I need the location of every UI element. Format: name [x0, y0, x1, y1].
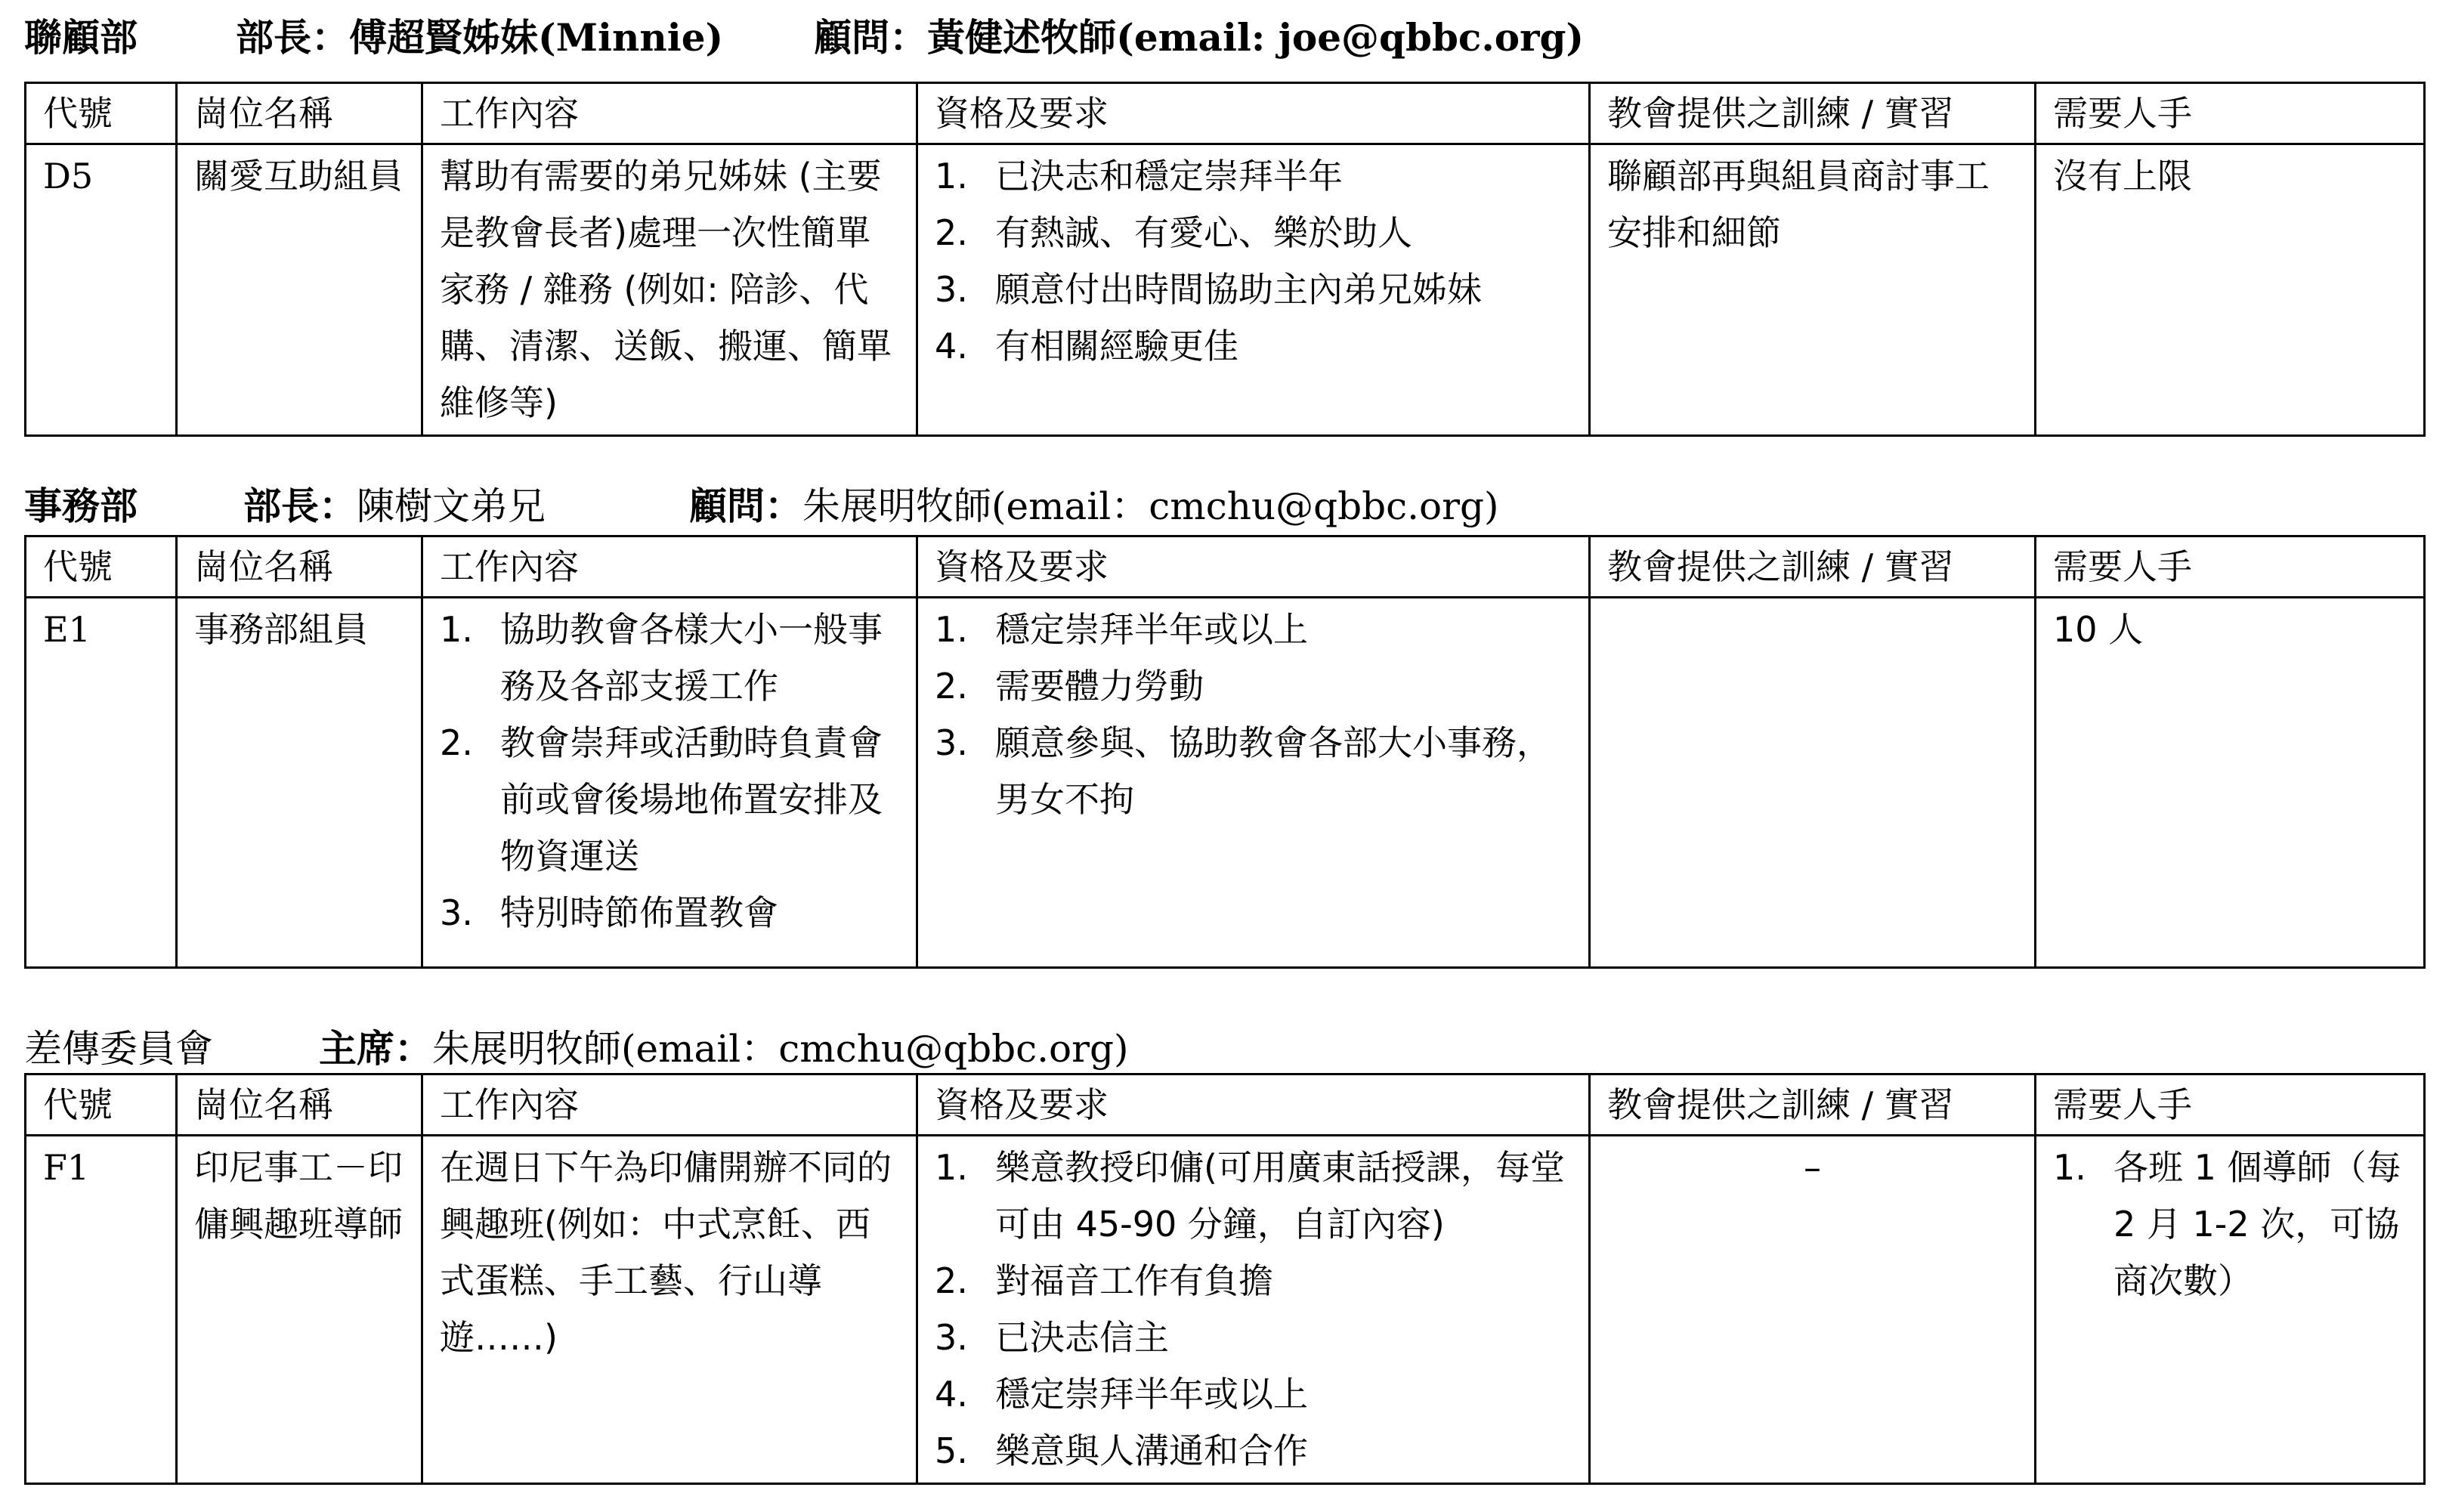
list-item: 5. 樂意與人溝通和合作	[935, 1430, 1308, 1471]
dept-name: 事務部	[24, 484, 138, 528]
section-header-general-affairs	[24, 476, 1499, 529]
advisor-name: 黃健述牧師(email: joe@qbbc.org)	[927, 15, 1585, 60]
cell-requirements	[917, 598, 1590, 968]
header-duties: 工作內容	[422, 1074, 917, 1136]
list-item: 3. 願意付出時間協助主內弟兄姊妹	[935, 269, 1482, 310]
table-header-row	[26, 1074, 2425, 1136]
table-liaison	[24, 82, 2426, 437]
list-item: 4. 穩定崇拜半年或以上	[935, 1374, 1308, 1415]
head-name: 朱展明牧師(email：cmchu@qbbc.org)	[432, 1027, 1129, 1071]
dept-name: 差傳委員會	[24, 1027, 213, 1071]
list-item: 4. 有相關經驗更佳	[935, 326, 1238, 366]
cell-training: –	[1590, 1136, 2036, 1484]
head-label: 部長：	[236, 15, 349, 60]
head-label: 主席：	[319, 1026, 432, 1071]
list-item: 2. 需要體力勞動	[935, 666, 1204, 707]
list-item: 3. 已決志信主	[935, 1317, 1169, 1358]
cell-manpower: 沒有上限	[2036, 144, 2425, 436]
list-item: 1. 已決志和穩定崇拜半年	[935, 156, 1343, 196]
list-item: 3. 特別時節佈置教會	[440, 892, 778, 933]
header-requirements: 資格及要求	[917, 83, 1590, 144]
cell-duties: 在週日下午為印傭開辦不同的興趣班(例如：中式烹飪、西式蛋糕、手工藝、行山導遊……)	[422, 1136, 917, 1484]
header-training: 教會提供之訓練 / 實習	[1590, 83, 2036, 144]
header-duties: 工作內容	[422, 536, 917, 598]
header-code: 代號	[26, 536, 177, 598]
dept-name: 聯顧部	[24, 15, 138, 60]
list-item: 1. 穩定崇拜半年或以上	[935, 609, 1308, 650]
cell-manpower	[2036, 1136, 2425, 1484]
cell-requirements	[917, 1136, 1590, 1484]
header-position: 崗位名稱	[177, 83, 422, 144]
section-header-missions	[24, 1019, 1129, 1071]
table-general-affairs	[24, 535, 2426, 969]
header-code: 代號	[26, 83, 177, 144]
head-name: 傅超賢姊妹(Minnie)	[349, 15, 724, 60]
head-name: 陳樹文弟兄	[357, 484, 546, 528]
cell-manpower: 10 人	[2036, 598, 2425, 968]
header-duties: 工作內容	[422, 83, 917, 144]
table-header-row	[26, 536, 2425, 598]
table-row	[26, 144, 2425, 436]
cell-training: 聯顧部再與組員商討事工安排和細節	[1590, 144, 2036, 436]
header-code: 代號	[26, 1074, 177, 1136]
header-manpower: 需要人手	[2036, 83, 2425, 144]
table-header-row	[26, 83, 2425, 144]
header-manpower: 需要人手	[2036, 1074, 2425, 1136]
cell-code: D5	[26, 144, 177, 436]
advisor-name: 朱展明牧師(email：cmchu@qbbc.org)	[802, 484, 1499, 528]
header-position: 崗位名稱	[177, 536, 422, 598]
header-requirements: 資格及要求	[917, 536, 1590, 598]
table-row	[26, 1136, 2425, 1484]
cell-training	[1590, 598, 2036, 968]
section-header-liaison	[24, 8, 1584, 60]
cell-position: 印尼事工－印傭興趣班導師	[177, 1136, 422, 1484]
cell-position: 事務部組員	[177, 598, 422, 968]
list-item: 1. 各班 1 個導師（每 2 月 1-2 次，可協商次數）	[2053, 1147, 2401, 1301]
advisor-label: 顧問：	[689, 484, 802, 528]
list-item: 1. 樂意教授印傭(可用廣東話授課，每堂可由 45-90 分鐘，自訂內容)	[935, 1147, 1565, 1245]
list-item: 1. 協助教會各樣大小一般事務及各部支援工作	[440, 609, 883, 707]
header-requirements: 資格及要求	[917, 1074, 1590, 1136]
list-item: 2. 教會崇拜或活動時負責會前或會後場地佈置安排及物資運送	[440, 722, 883, 877]
advisor-label: 顧問：	[814, 15, 928, 60]
cell-duties	[422, 598, 917, 968]
head-label: 部長：	[243, 484, 357, 528]
list-item: 3. 願意參與、協助教會各部大小事務，男女不拘	[935, 722, 1551, 820]
header-position: 崗位名稱	[177, 1074, 422, 1136]
cell-position: 關愛互助組員	[177, 144, 422, 436]
cell-requirements	[917, 144, 1590, 436]
table-missions	[24, 1073, 2426, 1485]
table-row	[26, 598, 2425, 968]
cell-duties: 幫助有需要的弟兄姊妹 (主要是教會長者)處理一次性簡單家務 / 雜務 (例如: 陪診、代購、清潔、送飯、搬運、簡單維修等)	[422, 144, 917, 436]
header-training: 教會提供之訓練 / 實習	[1590, 1074, 2036, 1136]
header-manpower: 需要人手	[2036, 536, 2425, 598]
header-training: 教會提供之訓練 / 實習	[1590, 536, 2036, 598]
list-item: 2. 對福音工作有負擔	[935, 1260, 1273, 1301]
list-item: 2. 有熱誠、有愛心、樂於助人	[935, 212, 1412, 253]
cell-code: E1	[26, 598, 177, 968]
cell-code: F1	[26, 1136, 177, 1484]
